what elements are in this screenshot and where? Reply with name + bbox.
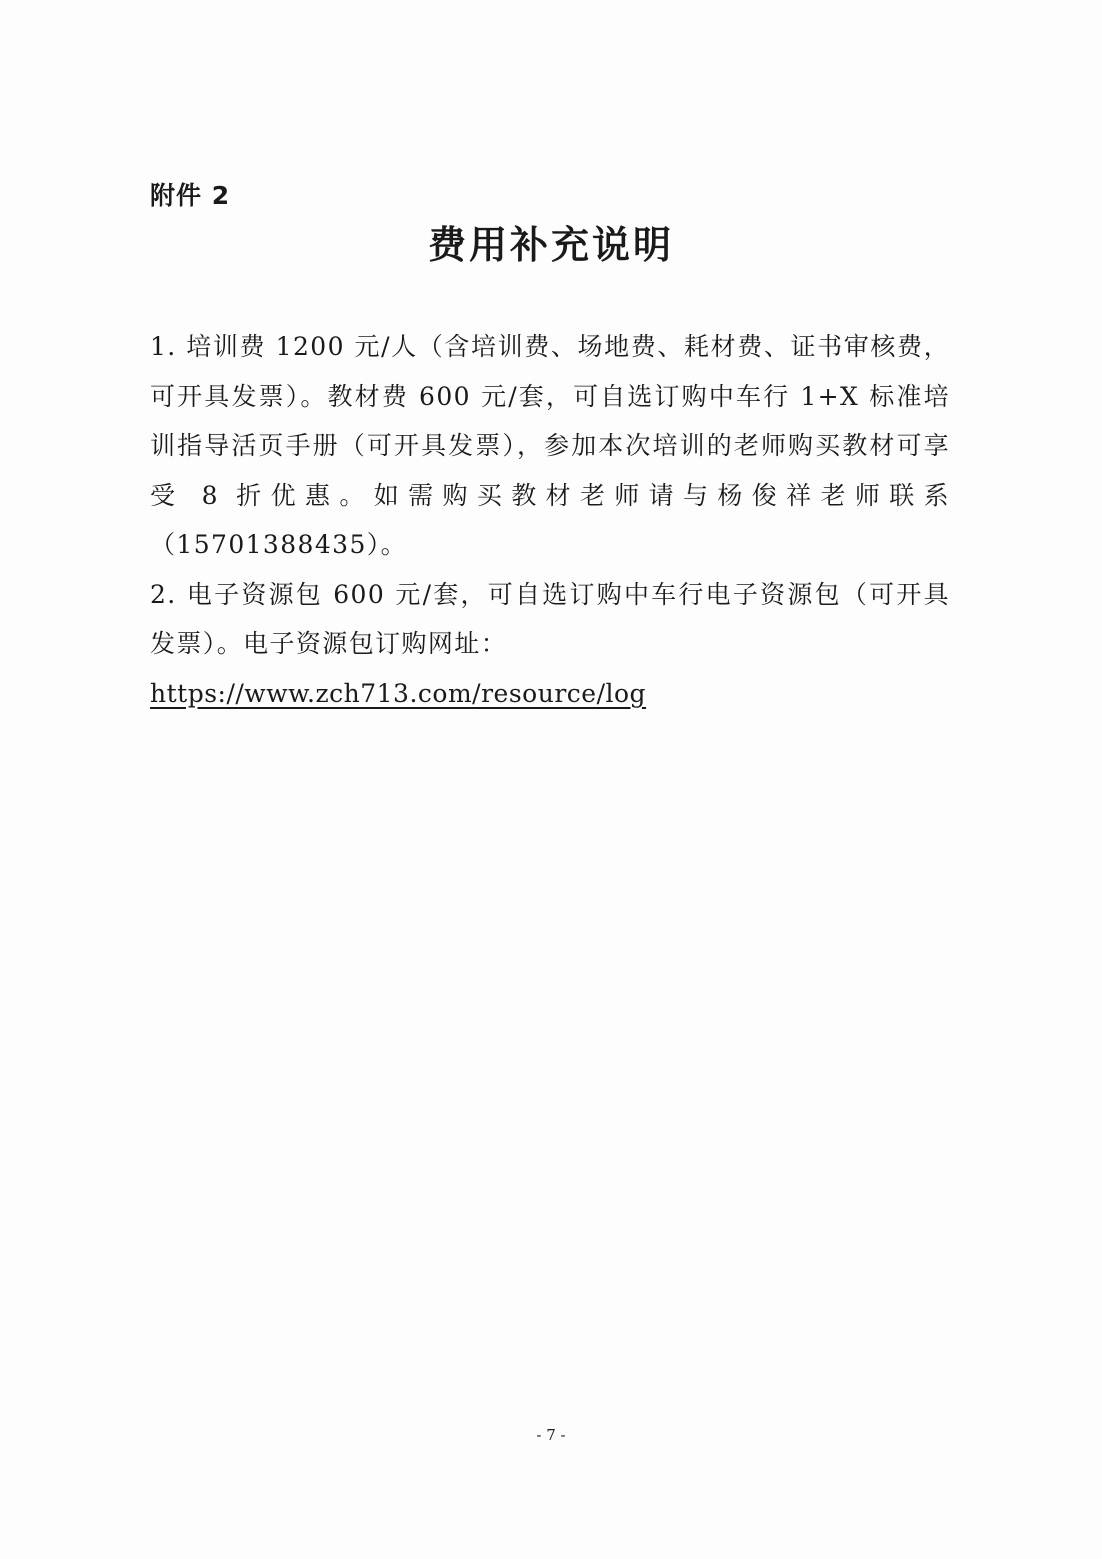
page-number: - 7 - — [536, 1426, 566, 1444]
resource-order-link[interactable]: https://www.zch713.com/resource/log — [150, 678, 647, 708]
document-body — [150, 322, 950, 718]
paragraph-training-fee: 1. 培训费 1200 元/人（含培训费、场地费、耗材费、证书审核费，可开具发票）。教材费 600 元/套，可自选订购中车行 1+X 标准培训指导活页手册（可开具发票），参加本次培训的老师购买教材可享受 8 折优惠。如需购买教材老师请与杨俊祥老师联系（15701388435）。 — [150, 332, 950, 559]
paragraph-resource-package: 2. 电子资源包 600 元/套，可自选订购中车行电子资源包（可开具发票）。电子资源包订购网址： — [150, 579, 950, 658]
attachment-label: 附件 2 — [150, 181, 231, 210]
document-title: 费用补充说明 — [427, 223, 674, 267]
